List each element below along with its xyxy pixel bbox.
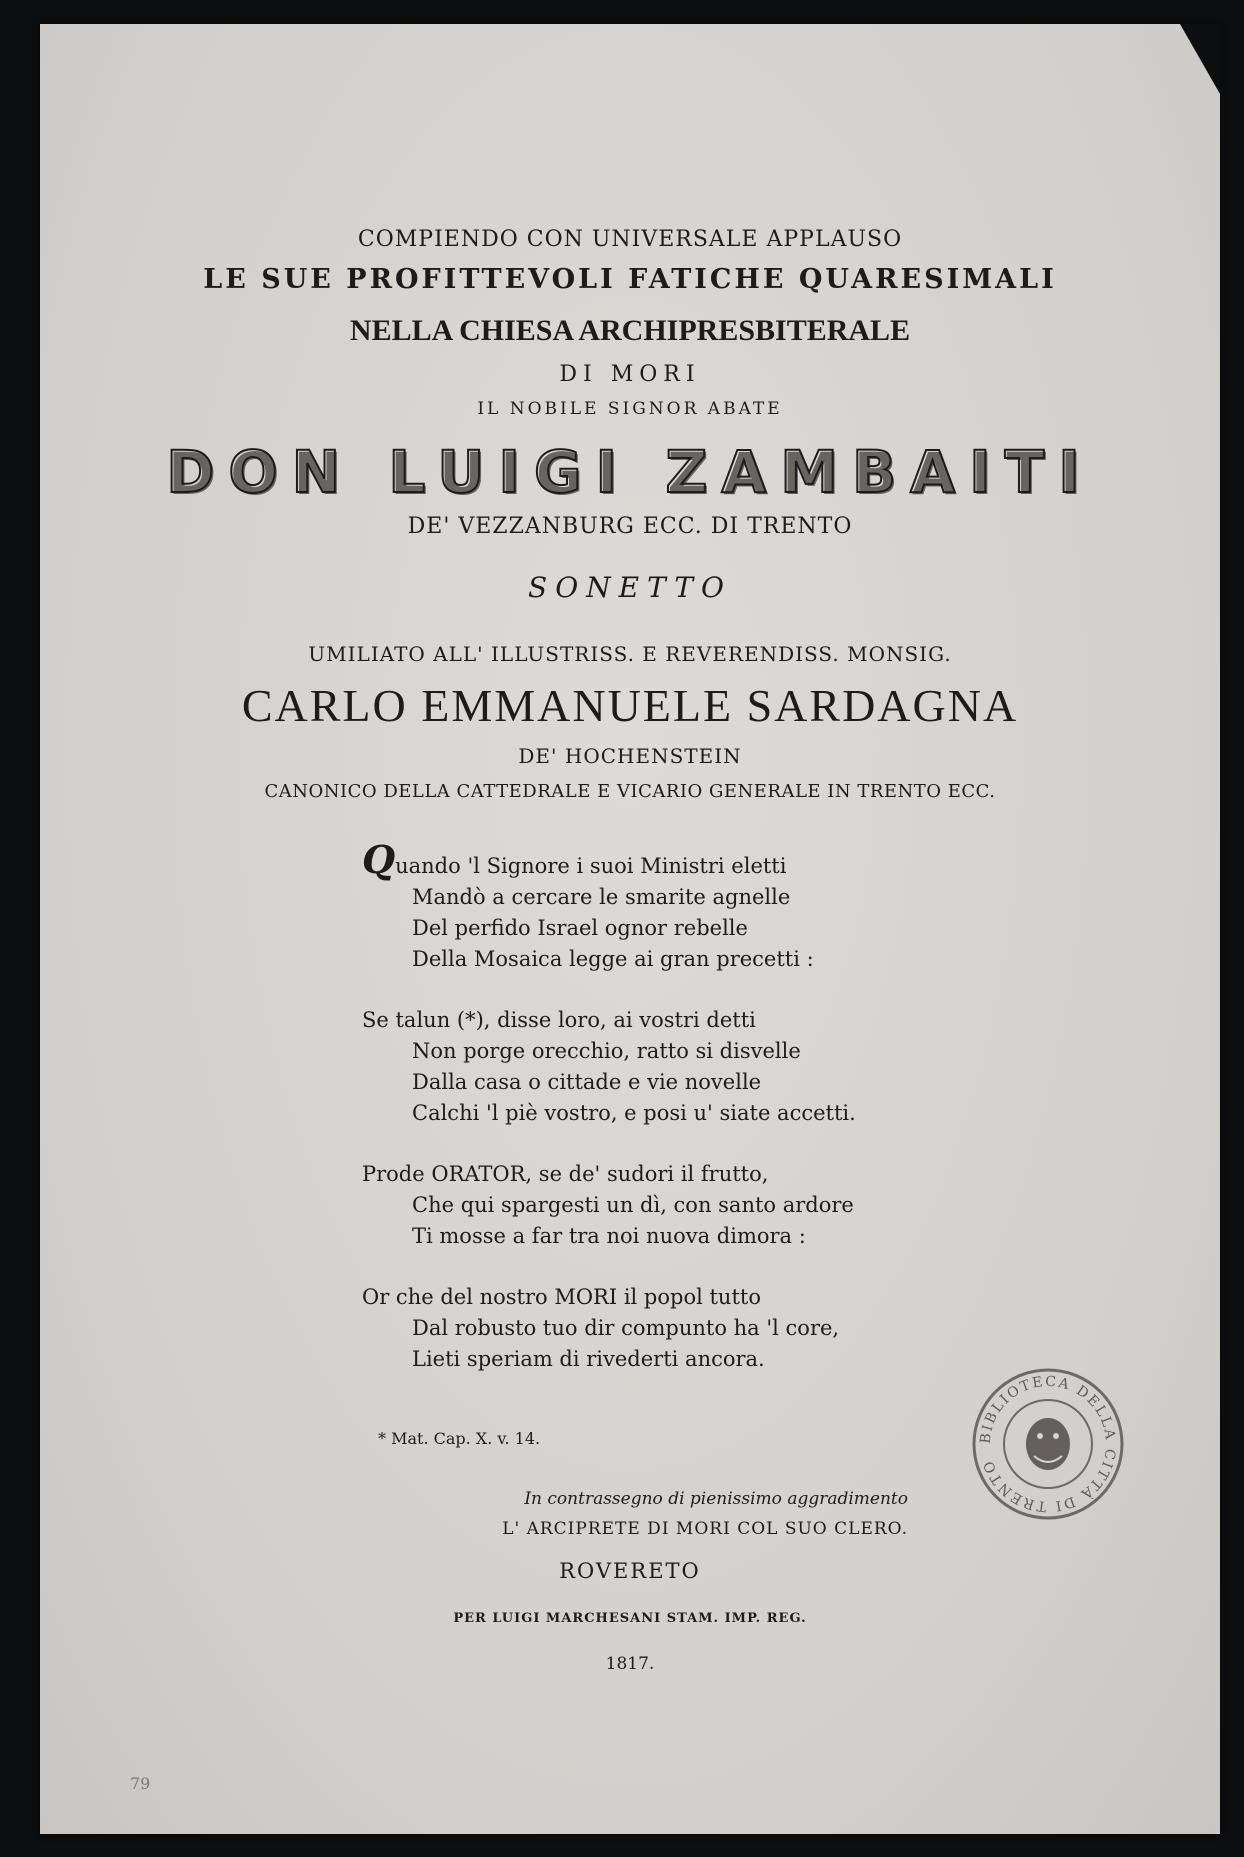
verse-line: Calchi 'l piè vostro, e posi u' siate accetti.: [412, 1101, 856, 1125]
stanza-1: [362, 837, 856, 975]
library-stamp-icon: [968, 1364, 1128, 1524]
footnote: * Mat. Cap. X. v. 14.: [378, 1429, 541, 1448]
verse-line: Della Mosaica legge ai gran precetti :: [412, 947, 814, 971]
genre-title: SONETTO: [528, 571, 732, 604]
header-line-7: DE' VEZZANBURG ECC. DI TRENTO: [407, 514, 853, 539]
verse-line: Dalla casa o cittade e vie novelle: [412, 1070, 762, 1094]
header-line-3: NELLA CHIESA ARCHIPRESBITERALE: [349, 314, 911, 347]
verse-line: Non porge orecchio, ratto si disvelle: [412, 1039, 801, 1063]
verse-line: Se talun (*), disse loro, ai vostri detti: [362, 1008, 756, 1032]
header-line-5: IL NOBILE SIGNOR ABATE: [477, 399, 783, 419]
stanza-3: [362, 1159, 856, 1252]
verse-line: Del perfido Israel ognor rebelle: [412, 916, 748, 940]
imprint-city: ROVERETO: [559, 1559, 701, 1583]
document-sheet: [40, 24, 1220, 1834]
verse-line: Che qui spargesti un dì, con santo ardore: [412, 1193, 854, 1217]
honoree-name: DON LUIGI ZAMBAITI: [166, 438, 1094, 506]
drop-cap: Q: [362, 837, 396, 882]
verse-line: Lieti speriam di rivederti ancora.: [412, 1347, 765, 1371]
imprint-year: 1817.: [605, 1654, 655, 1674]
stanza-4: [362, 1282, 856, 1375]
header-line-11: DE' HOCHENSTEIN: [518, 744, 742, 768]
verse-text: uando 'l Signore i suoi Ministri eletti: [395, 854, 787, 878]
imprint-printer: PER LUIGI MARCHESANI STAM. IMP. REG.: [453, 1611, 807, 1626]
verse-line: Mandò a cercare le smarite agnelle: [412, 885, 791, 909]
pencil-note: 79: [130, 1774, 151, 1793]
closing-dedication: In contrassegno di pienissimo aggradimento: [524, 1489, 908, 1509]
verse-line: Or che del nostro MORI il popol tutto: [362, 1285, 761, 1309]
closing-signatory: L' ARCIPRETE DI MORI COL SUO CLERO.: [502, 1519, 908, 1539]
verse-line: Prode ORATOR, se de' sudori il frutto,: [362, 1162, 769, 1186]
stanza-2: [362, 1005, 856, 1129]
header-line-1: COMPIENDO CON UNIVERSALE APPLAUSO: [357, 227, 903, 252]
header-line-12: CANONICO DELLA CATTEDRALE E VICARIO GENERALE IN TRENTO ECC.: [264, 781, 996, 802]
dedicatee-name: CARLO EMMANUELE SARDAGNA: [241, 680, 1019, 731]
header-line-4: DI MORI: [559, 362, 701, 387]
verse-line: Ti mosse a far tra noi nuova dimora :: [412, 1224, 806, 1248]
header-line-9: UMILIATO ALL' ILLUSTRISS. E REVERENDISS. MONSIG.: [308, 642, 952, 666]
stamp-text: BIBLIOTECA DELLA CITTÀ DI TRENTO: [977, 1373, 1119, 1515]
verse-line: Dal robusto tuo dir compunto ha 'l core,: [412, 1316, 840, 1340]
header-line-2: LE SUE PROFITTEVOLI FATICHE QUARESIMALI: [203, 264, 1057, 295]
sonnet: [362, 837, 856, 1405]
torn-corner: [1180, 24, 1220, 94]
verse-line: [362, 837, 856, 882]
